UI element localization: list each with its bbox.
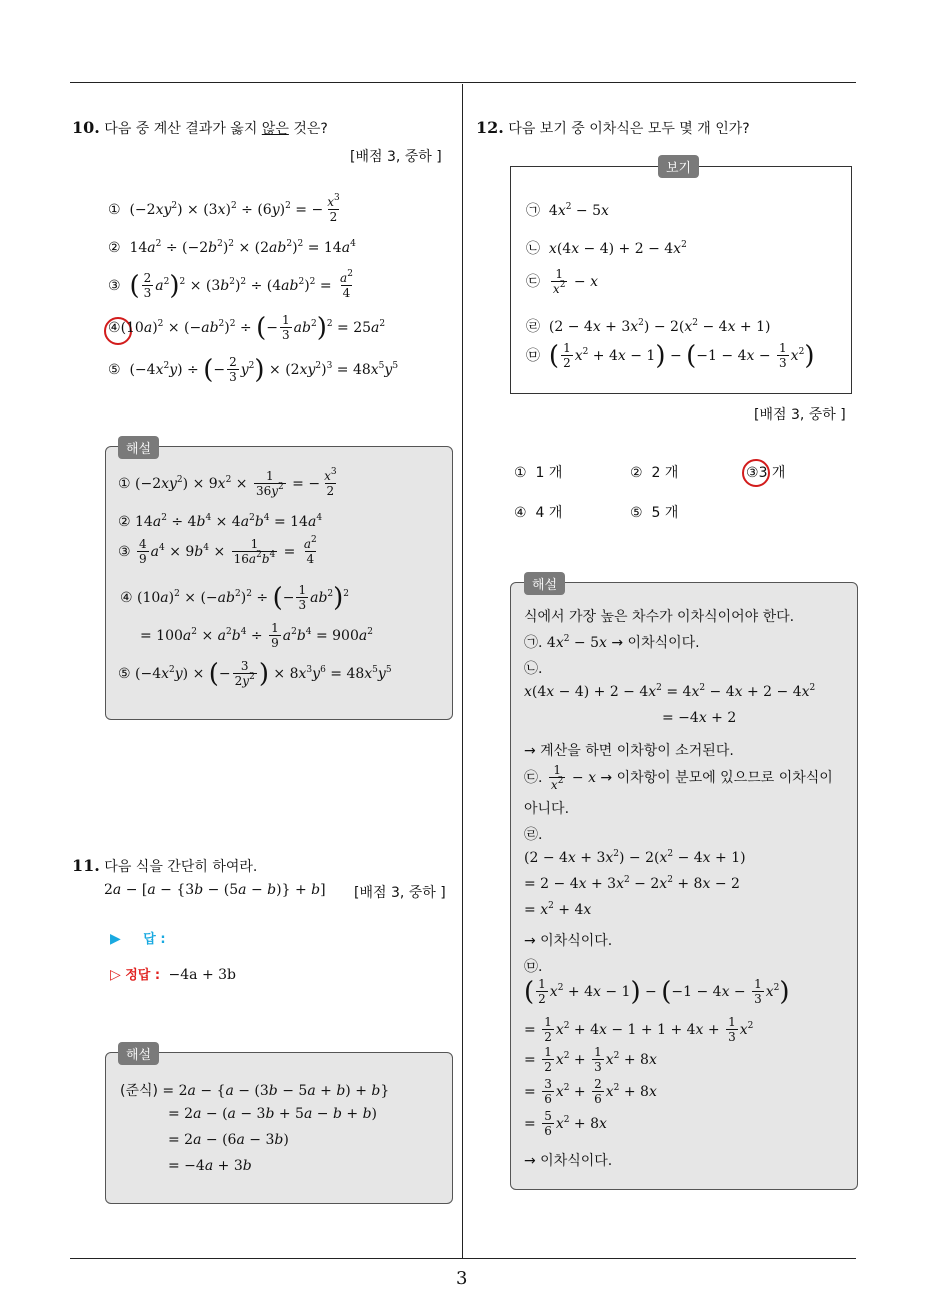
q10-choice-1[interactable]: ① $(-2xy^2) \times (3x)^2 \div (6y)^2$ = − $\frac{x^3}{2}$ — [108, 193, 340, 224]
q10-exp-5: ⑤ $(-4x^2y)$ × (− $\frac{3}{2y^2}$ ) × $8x^3y^6 = 48x^5y^5$ — [118, 659, 392, 689]
q10-number: 10. — [72, 118, 100, 137]
q10-choice-5[interactable]: ⑤ $(-4x^2y)$ ÷ (− $\frac{2}{3}$ $y^2) \times (2xy^2)^3 = 48x^5y^5$ — [108, 355, 399, 385]
bottom-rule — [70, 1258, 856, 1259]
q10-explanation-tag: 해설 — [118, 436, 159, 459]
q12-bogi-4: ㉣ $(2 - 4x + 3x^2) - 2(x^2 - 4x + 1)$ — [526, 318, 771, 335]
q11-exp-4: = −4a + 3b — [168, 1158, 252, 1174]
q12-choice-2[interactable]: ② 2 개 — [630, 465, 679, 481]
q11-answer-label: 답 : — [143, 932, 166, 947]
q11-correct-label: 정답 : — [125, 968, 161, 983]
top-rule — [70, 82, 856, 83]
q12-exp-e-6: → 이차식이다. — [524, 1153, 613, 1169]
q10-points: [배점 3, 중하 ] — [350, 149, 442, 165]
q10-exp-4b: = $100a^2 \times a^2b^4$ ÷ $\frac{1}{9}$ $a^2b^4 = 900a^2$ — [140, 621, 373, 650]
q12-exp-c: ㉢. $\frac{1}{x^2}$ − x → 이차항이 분모에 있으므로 이차식이 — [524, 763, 833, 792]
q11-answer-row — [110, 928, 166, 947]
q12-choice-1[interactable]: ① 1 개 — [514, 465, 563, 481]
q11-explanation-box — [105, 1052, 453, 1204]
q11-exp-1: (준식) = 2a − {a − (3b − 5a + b) + b} — [120, 1083, 390, 1099]
q11-points: [배점 3, 중하 ] — [354, 885, 446, 901]
q12-exp-b-2: = −4x + 2 — [662, 710, 737, 726]
q12-exp-intro: 식에서 가장 높은 차수가 이차식이어야 한다. — [524, 609, 795, 625]
q12-exp-b-label: ㉡. — [524, 661, 543, 677]
q12-exp-e-5: = $\frac{5}{6}$ $x^2 + 8x$ — [524, 1109, 607, 1138]
q12-bogi-5: ㉤ ( $\frac{1}{2}$ $x^2 + 4x - 1) - (-1 - 4x$ − $\frac{1}{3}$ $x^2$) — [526, 341, 815, 371]
q12-exp-e-4: = $\frac{3}{6}$ $x^2$ + $\frac{2}{6}$ $x^2 + 8x$ — [524, 1077, 657, 1106]
q12-exp-d-1: $(2 - 4x + 3x^2) - 2(x^2 - 4x + 1)$ — [524, 849, 746, 866]
q12-exp-c-2: 아니다. — [524, 801, 570, 817]
q12-bogi-tag: 보기 — [658, 155, 699, 178]
column-divider — [462, 84, 463, 1258]
q12-exp-d-label: ㉣. — [524, 827, 543, 843]
q11-correct-value: −4a + 3b — [168, 967, 237, 983]
q10-text: 다음 중 계산 결과가 옳지 — [104, 121, 258, 137]
q12-exp-e-label: ㉤. — [524, 959, 543, 975]
q12-points: [배점 3, 중하 ] — [754, 407, 846, 423]
q10-exp-2: ② $14a^2 \div 4b^4 \times 4a^2b^4 = 14a^4$ — [118, 513, 323, 530]
q11-expression: 2a − [a − {3b − (5a − b)} + b] — [104, 882, 326, 898]
q12-bogi-3: ㉢ $\frac{1}{x^2}$ − x — [526, 267, 598, 296]
correct-arrow-icon: ▷ — [110, 967, 121, 983]
page-number: 3 — [456, 1268, 468, 1289]
q12-exp-b-1: $x(4x - 4) + 2 - 4x^2 = 4x^2 - 4x + 2 - 4x^2$ — [524, 683, 816, 700]
q11-header — [72, 856, 257, 876]
q12-exp-e-3: = $\frac{1}{2}$ $x^2$ + $\frac{1}{3}$ $x^2 + 8x$ — [524, 1045, 657, 1074]
q10-choice-3[interactable]: ③ ( $\frac{2}{3}$ $a^2)^2 \times (3b^2)^2 \div (4ab^2)^2$ = $\frac{a^2}{4}$ — [108, 269, 353, 301]
q12-choice-3[interactable]: ③3 개 — [746, 465, 786, 481]
q12-exp-d-2: = $2 - 4x + 3x^2 - 2x^2 + 8x - 2$ — [524, 875, 740, 892]
q10-exp-3: ③ $\frac{4}{9}$ $a^4 \times 9b^4$ × $\frac{1}{16a^2b^4}$ = $\frac{a^2}{4}$ — [118, 535, 317, 566]
answer-arrow-icon: ▶ — [110, 931, 121, 947]
q12-exp-a: ㉠. $4x^2 - 5x$ → 이차식이다. — [524, 634, 700, 651]
q10-exp-4a: ④ $(10a)^2 \times (-ab^2)^2$ ÷ (− $\frac{1}{3}$ $ab^2)^2$ — [120, 583, 350, 613]
q12-header — [476, 118, 750, 138]
q12-number: 12. — [476, 118, 504, 137]
q11-number: 11. — [72, 856, 100, 875]
q11-exp-3: = 2a − (6a − 3b) — [168, 1132, 289, 1148]
q11-explanation-tag: 해설 — [118, 1042, 159, 1065]
q12-choice-5[interactable]: ⑤ 5 개 — [630, 505, 679, 521]
q11-exp-2: = 2a − (a − 3b + 5a − b + b) — [168, 1106, 378, 1122]
q10-choice-4[interactable]: $④(10a)^2 \times (-ab^2)^2$ ÷ (− $\frac{1}{3}$ $ab^2)^2 = 25a^2$ — [108, 313, 386, 343]
q11-text: 다음 식을 간단히 하여라. — [104, 859, 258, 875]
q10-text-after: 것은? — [293, 121, 328, 137]
q10-underlined: 않은 — [261, 121, 289, 137]
q12-choice-4[interactable]: ④ 4 개 — [514, 505, 563, 521]
q12-bogi-1: ㉠ $4x^2 - 5x$ — [526, 202, 609, 219]
q10-header — [72, 118, 328, 138]
q12-explanation-tag: 해설 — [524, 572, 565, 595]
q10-exp-1: ① $(-2xy^2) \times 9x^2$ × $\frac{1}{36y^2}$ = − $\frac{x^3}{2}$ — [118, 467, 337, 498]
q12-exp-d-4: → 이차식이다. — [524, 933, 613, 949]
q12-exp-e-1: ( $\frac{1}{2}$ $x^2 + 4x - 1) - (-1 - 4x$ − $\frac{1}{3}$ $x^2$) — [524, 977, 790, 1007]
q10-choice-2[interactable]: ② $14a^2 \div (-2b^2)^2 \times (2ab^2)^2 = 14a^4$ — [108, 239, 356, 256]
q12-text: 다음 보기 중 이차식은 모두 몇 개 인가? — [508, 121, 750, 137]
q12-exp-e-2: = $\frac{1}{2}$ $x^2 + 4x - 1 + 1 + 4x$ + $\frac{1}{3}$ $x^2$ — [524, 1015, 754, 1044]
q11-correct-row — [110, 964, 236, 983]
q12-exp-d-3: = $x^2 + 4x$ — [524, 901, 592, 918]
q12-bogi-2: ㉡ $x(4x - 4) + 2 - 4x^2$ — [526, 240, 687, 257]
q12-exp-b-3: → 계산을 하면 이차항이 소거된다. — [524, 743, 734, 759]
